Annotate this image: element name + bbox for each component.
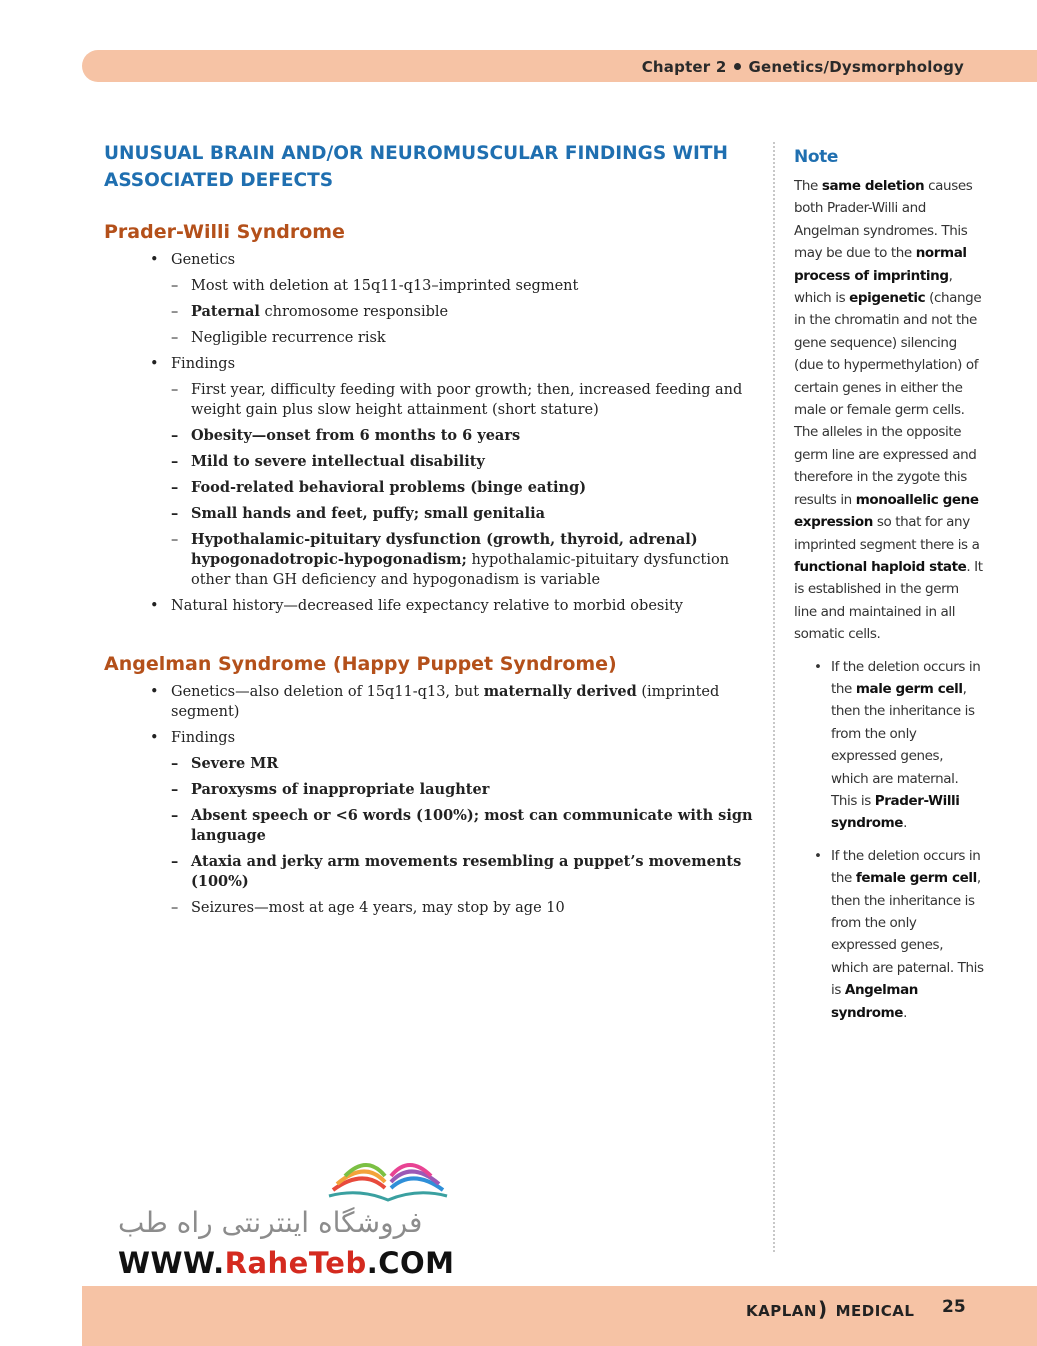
watermark xyxy=(108,1150,455,1280)
dash-icon: – xyxy=(171,479,179,496)
bullet-icon: • xyxy=(150,356,159,372)
dash-icon: – xyxy=(171,427,179,444)
list-item xyxy=(104,596,764,616)
list-item xyxy=(104,504,764,524)
watermark-persian-text: فروشگاه اینترنتی راه طب xyxy=(118,1206,423,1239)
running-header xyxy=(642,58,964,76)
dash-icon: – xyxy=(171,755,179,772)
list-text: Genetics—also deletion of 15q11-q13, but xyxy=(171,684,484,700)
note-sidebar xyxy=(794,146,984,1034)
findings-label: Findings xyxy=(171,356,236,372)
dash-icon: – xyxy=(171,330,179,346)
section-title: UNUSUAL BRAIN AND/OR NEUROMUSCULAR FINDINGS WITH ASSOCIATED DEFECTS xyxy=(104,143,728,191)
bullet-icon: • xyxy=(814,847,822,864)
book-logo-icon xyxy=(323,1150,453,1206)
dash-icon: – xyxy=(171,505,179,522)
list-item xyxy=(104,478,764,498)
dash-icon: – xyxy=(171,382,179,398)
list-text: Paroxysms of inappropriate laughter xyxy=(191,781,490,798)
list-item xyxy=(104,682,764,722)
column-divider xyxy=(773,142,775,1252)
bullet-icon: • xyxy=(150,598,159,614)
note-paragraph: The same deletion causes both Prader-Willi and Angelman syndromes. This may be due to the normal process of imprinting, which is epigenetic (change in the chromatin and not the gene sequence) silencing (due to hypermethylation) of certain genes in either the male or female germ cells. The alleles in the opposite germ line are expressed and therefore in the zygote this results in monoallelic gene expression so that for any imprinted segment there is a functional haploid state. It is established in the germ line and maintained in all somatic cells. xyxy=(794,178,983,643)
list-text: Negligible recurrence risk xyxy=(191,330,386,346)
bullet-dot-icon xyxy=(734,63,741,70)
angelman-title: Angelman Syndrome (Happy Puppet Syndrome) xyxy=(104,653,617,675)
note-title: Note xyxy=(794,147,838,167)
list-text: Mild to severe intellectual disability xyxy=(191,453,485,470)
list-text: Food-related behavioral problems (binge eating) xyxy=(191,479,587,496)
note-bullet-item: • If the deletion occurs in the male germ cell, then the inheritance is from the only expressed genes, which are maternal. This is Prader-Willi syndrome. xyxy=(794,656,984,835)
dash-icon: – xyxy=(171,781,179,798)
list-text: (imprinted segment) xyxy=(171,684,720,720)
list-text-bold: Paternal xyxy=(191,303,260,320)
main-content xyxy=(104,140,764,918)
list-item xyxy=(104,380,764,420)
dash-icon: – xyxy=(171,807,179,824)
list-text: Seizures—most at age 4 years, may stop by age 10 xyxy=(191,900,565,916)
genetics-label: Genetics xyxy=(171,252,236,268)
bullet-icon: • xyxy=(150,730,159,746)
list-item xyxy=(104,728,764,748)
brand-suffix: MEDICAL xyxy=(835,1302,915,1320)
list-item xyxy=(104,452,764,472)
list-item xyxy=(104,898,764,918)
list-item xyxy=(104,754,764,774)
list-item xyxy=(104,852,764,892)
dash-icon: – xyxy=(171,304,179,320)
brand-name: KAPLAN xyxy=(746,1302,817,1320)
angelman-list xyxy=(104,682,764,918)
page-number: 25 xyxy=(942,1297,966,1317)
list-item xyxy=(104,806,764,846)
prader-willi-title: Prader-Willi Syndrome xyxy=(104,221,345,243)
list-item xyxy=(104,328,764,348)
list-text: Absent speech or <6 words (100%); most can communicate with sign language xyxy=(191,807,753,844)
list-text: chromosome responsible xyxy=(259,304,449,320)
list-item xyxy=(104,426,764,446)
list-item xyxy=(104,354,764,374)
bullet-icon: • xyxy=(814,658,822,675)
chapter-label: Chapter 2 xyxy=(641,58,727,76)
list-item xyxy=(104,276,764,296)
note-bullets xyxy=(794,656,984,1025)
section-label: Genetics/Dysmorphology xyxy=(748,58,964,76)
bullet-icon: • xyxy=(150,684,159,700)
list-text: First year, difficulty feeding with poor growth; then, increased feeding and weight gain plus slow height attainment (short stature) xyxy=(191,382,743,418)
list-text: Natural history—decreased life expectancy relative to morbid obesity xyxy=(171,598,683,614)
footer-brand xyxy=(746,1297,914,1321)
list-item xyxy=(104,302,764,322)
list-text-bold: maternally derived xyxy=(483,683,637,700)
note-bullet-item: • If the deletion occurs in the female germ cell, then the inheritance is from the only expressed genes, which are paternal. This is Angelman syndrome. xyxy=(794,845,984,1024)
list-item xyxy=(104,780,764,800)
watermark-url: WWW.RaheTeb.COM xyxy=(118,1246,455,1280)
dash-icon: – xyxy=(171,278,179,294)
dash-icon: – xyxy=(171,453,179,470)
prader-willi-list xyxy=(104,250,764,616)
list-text: hypothalamic-pituitary dysfunction other than GH deficiency and hypogonadism is variable xyxy=(191,552,730,588)
list-text: Most with deletion at 15q11-q13–imprinted segment xyxy=(191,278,579,294)
list-item xyxy=(104,250,764,270)
bullet-icon: • xyxy=(150,252,159,268)
list-text: Severe MR xyxy=(191,755,279,772)
list-text: Obesity—onset from 6 months to 6 years xyxy=(191,427,521,444)
list-item xyxy=(104,530,764,590)
list-text-bold: Hypothalamic-pituitary dysfunction (growth, thyroid, adrenal) hypogonadotropic-hypogonadism; xyxy=(191,531,698,568)
dash-icon: – xyxy=(171,853,179,870)
dash-icon: – xyxy=(171,532,179,548)
findings-label: Findings xyxy=(171,730,236,746)
list-text: Small hands and feet, puffy; small genitalia xyxy=(191,505,546,522)
list-text: Ataxia and jerky arm movements resembling a puppet’s movements (100%) xyxy=(191,853,742,890)
dash-icon: – xyxy=(171,900,179,916)
kaplan-arc-icon: ) xyxy=(817,1297,828,1321)
